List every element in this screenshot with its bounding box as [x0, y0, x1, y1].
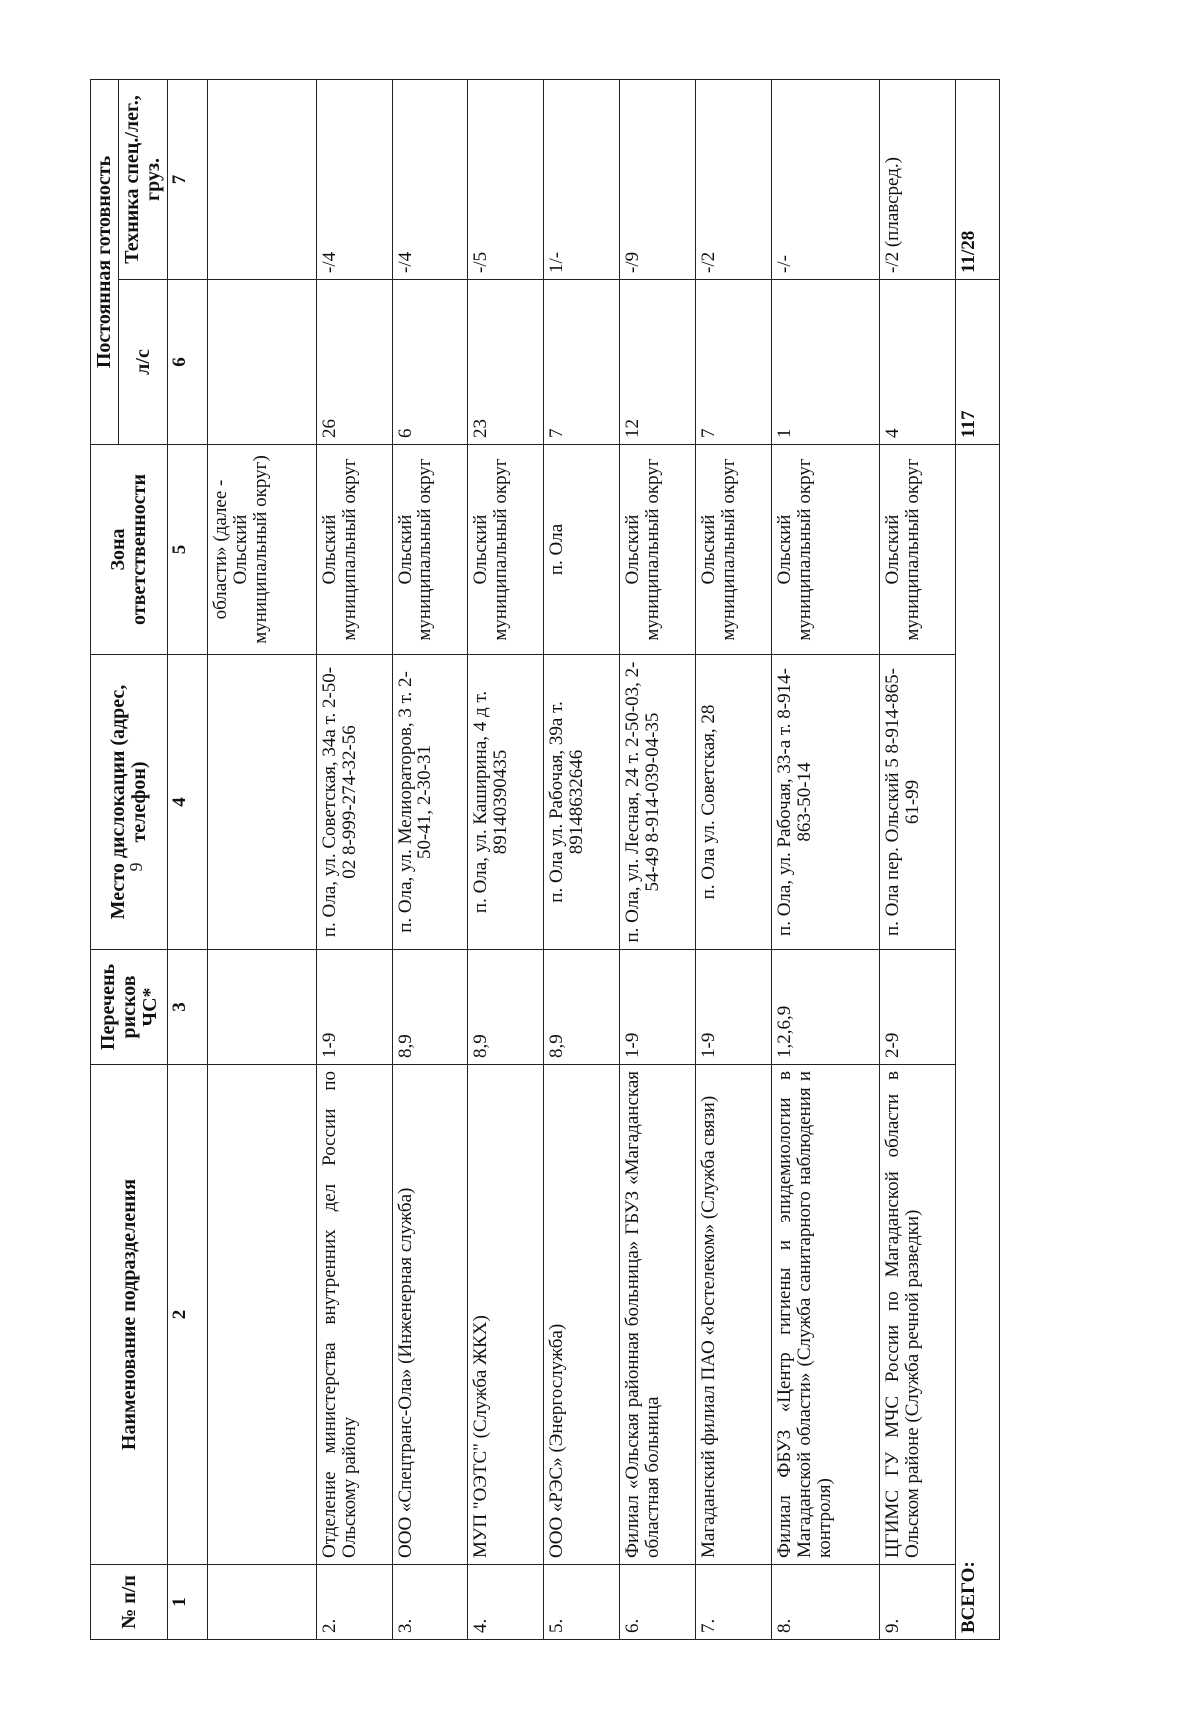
- cell-personnel: 4: [880, 280, 956, 445]
- column-numbers-row: [168, 79, 208, 1639]
- cell-zone: Ольский муниципальный округ: [696, 445, 772, 655]
- cell-address: п. Ола, ул. Лесная, 24 т. 2-50-03, 2-54-49 8-914-039-04-35: [620, 655, 696, 950]
- total-row: [956, 79, 1000, 1639]
- cell-personnel: 26: [316, 280, 392, 445]
- cell-zone: Ольский муниципальный округ: [772, 445, 880, 655]
- cell-name: Филиал ФБУЗ «Центр гигиены и эпидемиологии в Магаданской области» (Служба санитарного наблюдения и контроля): [772, 1065, 880, 1565]
- header-personnel: л/с: [119, 280, 168, 445]
- table-row: [316, 79, 392, 1639]
- column-number: 5: [168, 445, 208, 655]
- cell-empty: [208, 655, 316, 950]
- header-readiness: Постоянная готовность: [91, 79, 119, 444]
- header-risks: Перечень рисков ЧС*: [91, 950, 168, 1065]
- cell-zone: области» (далее - Ольский муниципальный округ): [208, 445, 316, 655]
- cell-num: 8.: [772, 1565, 880, 1640]
- cell-name: Филиал «Ольская районная больница» ГБУЗ «Магаданская областная больница: [620, 1065, 696, 1565]
- table-row: [620, 79, 696, 1639]
- cell-address: п. Ола ул. Рабочая, 39а т. 89148632646: [544, 655, 620, 950]
- cell-empty: [208, 280, 316, 445]
- cell-risks: 8,9: [392, 950, 468, 1065]
- cell-num: 6.: [620, 1565, 696, 1640]
- cell-personnel: 23: [468, 280, 544, 445]
- cell-risks: 8,9: [544, 950, 620, 1065]
- cell-equipment: -/2 (плавсред.): [880, 79, 956, 279]
- cell-address: п. Ола пер. Ольский 5 8-914-865-61-99: [880, 655, 956, 950]
- cell-empty: [208, 1065, 316, 1565]
- cell-equipment: -/4: [392, 79, 468, 279]
- cell-equipment: 1/-: [544, 79, 620, 279]
- header-address: Место дислокации (адрес, телефон): [91, 655, 168, 950]
- cell-risks: 2-9: [880, 950, 956, 1065]
- table-row: [392, 79, 468, 1639]
- header-row: [91, 79, 119, 1639]
- cell-personnel: 12: [620, 280, 696, 445]
- cell-equipment: -/-: [772, 79, 880, 279]
- cell-personnel: 7: [696, 280, 772, 445]
- page-number: 9: [126, 862, 146, 872]
- header-equipment: Техника спец./лег., груз.: [119, 79, 168, 279]
- cell-zone: Ольский муниципальный округ: [620, 445, 696, 655]
- cell-zone: Ольский муниципальный округ: [316, 445, 392, 655]
- rotated-table-container: [90, 80, 1000, 1640]
- cell-personnel: 7: [544, 280, 620, 445]
- cell-personnel: 6: [392, 280, 468, 445]
- cell-name: МУП "ОЭТС" (Служба ЖКХ): [468, 1065, 544, 1565]
- resources-table: [90, 79, 1000, 1640]
- column-number: 3: [168, 950, 208, 1065]
- cell-equipment: -/5: [468, 79, 544, 279]
- cell-name: ООО «Спецтранс-Ола» (Инженерная служба): [392, 1065, 468, 1565]
- cell-name: ЦГИМС ГУ МЧС России по Магаданской области в Ольском районе (Служба речной разведки): [880, 1065, 956, 1565]
- cell-address: п. Ола ул. Советская, 28: [696, 655, 772, 950]
- total-equipment: 11/28: [956, 79, 1000, 279]
- cell-zone: Ольский муниципальный округ: [880, 445, 956, 655]
- cell-num: 3.: [392, 1565, 468, 1640]
- cell-empty: [208, 79, 316, 279]
- cell-num: 7.: [696, 1565, 772, 1640]
- cell-name: ООО «РЭС» (Энергослужба): [544, 1065, 620, 1565]
- cell-equipment: -/4: [316, 79, 392, 279]
- cell-risks: 8,9: [468, 950, 544, 1065]
- cell-num: 9.: [880, 1565, 956, 1640]
- cell-risks: 1-9: [696, 950, 772, 1065]
- table-row: [772, 79, 880, 1639]
- table-row: [696, 79, 772, 1639]
- table-row: [880, 79, 956, 1639]
- cell-name: Отделение министерства внутренних дел России по Ольскому району: [316, 1065, 392, 1565]
- cell-num: 5.: [544, 1565, 620, 1640]
- cell-zone: Ольский муниципальный округ: [392, 445, 468, 655]
- total-label: ВСЕГО:: [956, 445, 1000, 1640]
- cell-address: п. Ола, ул. Советская, 34а т. 2-50-02 8-999-274-32-56: [316, 655, 392, 950]
- cell-address: п. Ола, ул. Мелиораторов, 3 т. 2-50-41, 2-30-31: [392, 655, 468, 950]
- cell-risks: 1-9: [620, 950, 696, 1065]
- cell-zone: Ольский муниципальный округ: [468, 445, 544, 655]
- header-name: Наименование подразделения: [91, 1065, 168, 1565]
- column-number: 6: [168, 280, 208, 445]
- column-number: 4: [168, 655, 208, 950]
- cell-personnel: 1: [772, 280, 880, 445]
- cell-risks: 1,2,6,9: [772, 950, 880, 1065]
- cell-num: 4.: [468, 1565, 544, 1640]
- cell-risks: 1-9: [316, 950, 392, 1065]
- cell-address: п. Ола, ул. Каширина, 4 д т. 89140390435: [468, 655, 544, 950]
- cell-empty: [208, 950, 316, 1065]
- continuation-row: [208, 79, 316, 1639]
- cell-equipment: -/9: [620, 79, 696, 279]
- cell-num: 2.: [316, 1565, 392, 1640]
- cell-zone: п. Ола: [544, 445, 620, 655]
- cell-address: п. Ола, ул. Рабочая, 33-а т. 8-914-863-50-14: [772, 655, 880, 950]
- column-number: 7: [168, 79, 208, 279]
- total-personnel: 117: [956, 280, 1000, 445]
- header-zone: Зона ответственности: [91, 445, 168, 655]
- column-number: 2: [168, 1065, 208, 1565]
- column-number: 1: [168, 1565, 208, 1640]
- cell-equipment: -/2: [696, 79, 772, 279]
- table-row: [468, 79, 544, 1639]
- header-num: № п/п: [91, 1565, 168, 1640]
- cell-empty: [208, 1565, 316, 1640]
- table-row: [544, 79, 620, 1639]
- cell-name: Магаданский филиал ПАО «Ростелеком» (Служба связи): [696, 1065, 772, 1565]
